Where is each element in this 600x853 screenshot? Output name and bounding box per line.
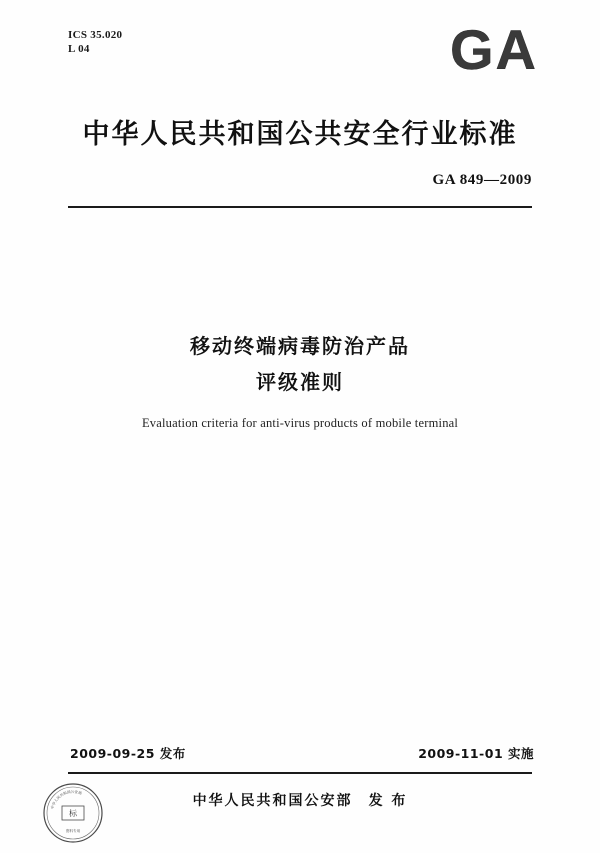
issue-date: 2009-09-25 发布 — [70, 746, 186, 761]
standard-number: GA 849—2009 — [432, 172, 532, 188]
seal-top-text: 中华人民共和国公安部 — [50, 789, 83, 810]
ics-code-line-2: L 04 — [68, 43, 90, 55]
svg-text:标: 标 — [69, 809, 77, 818]
publisher-action: 发 布 — [368, 793, 408, 809]
document-title-english: Evaluation criteria for anti-virus products of mobile terminal — [141, 416, 459, 430]
official-seal-icon — [42, 782, 104, 844]
ics-code-block — [68, 28, 122, 56]
header-divider — [68, 206, 532, 208]
standard-authority-title: 中华人民共和国公共安全行业标准 — [82, 119, 518, 150]
document-title-line-2: 评级准则 — [256, 370, 344, 394]
publisher-name: 中华人民共和国公安部 — [192, 793, 353, 809]
seal-bottom-text: 资料专用 — [65, 829, 81, 833]
effective-date: 2009-11-01 实施 — [418, 746, 534, 761]
ics-code-line-1: ICS 35.020 — [68, 29, 123, 41]
document-title-line-1: 移动终端病毒防治产品 — [190, 334, 410, 358]
footer-divider — [68, 772, 532, 774]
ga-logo: GA — [450, 18, 538, 81]
document-title — [0, 328, 600, 400]
